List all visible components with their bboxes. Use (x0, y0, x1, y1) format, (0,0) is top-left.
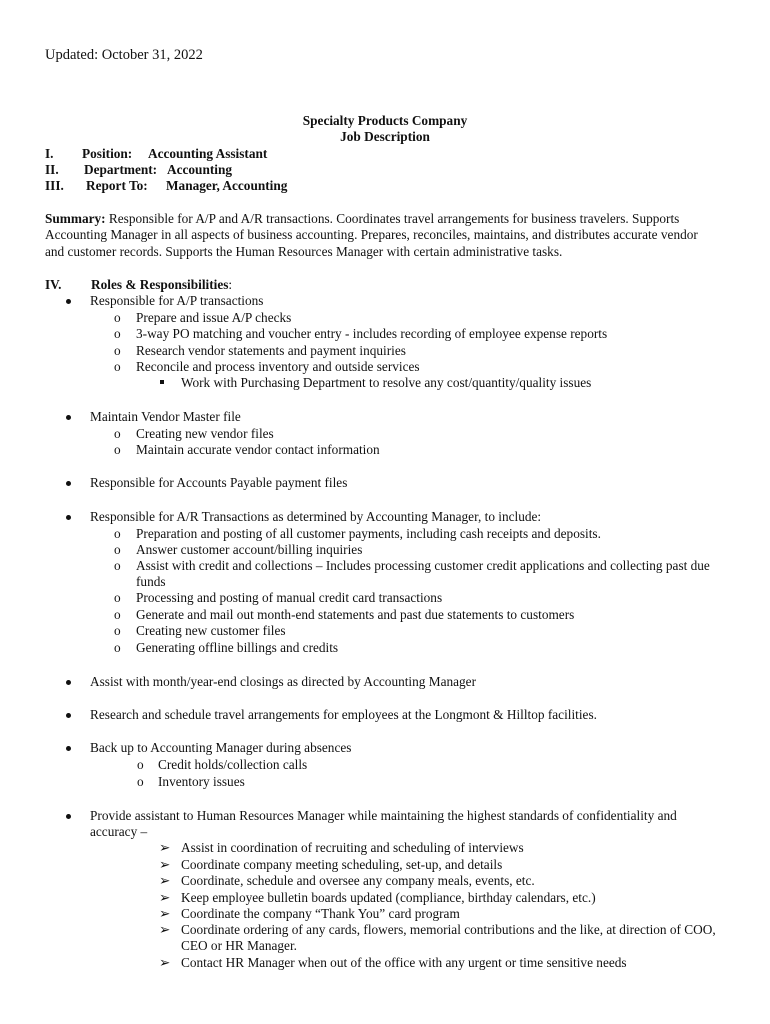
list-item: Assist with month/year-end closings as directed by Accounting Manager (90, 674, 476, 689)
header-item-value: Accounting Assistant (148, 146, 268, 161)
header-item-label: Position: (82, 146, 133, 161)
sub-marker: o (137, 774, 144, 789)
sub-item: Generating offline billings and credits (136, 640, 339, 655)
arrow-bullet-icon: ➢ (159, 890, 171, 905)
sub-marker: o (114, 607, 121, 622)
bullet-dot-icon (66, 415, 71, 420)
sub-marker: o (114, 526, 121, 541)
sub-marker: o (114, 590, 121, 605)
bullet-dot-icon (66, 680, 71, 685)
summary-label: Summary: (45, 211, 106, 226)
section-colon: : (228, 277, 233, 292)
sub-item: Processing and posting of manual credit card transactions (136, 590, 443, 605)
sub-item: Research vendor statements and payment inquiries (136, 343, 406, 358)
sub-marker: o (114, 542, 121, 557)
arrow-bullet-icon: ➢ (159, 922, 171, 937)
sub-item: Maintain accurate vendor contact information (136, 442, 380, 457)
sub-item: 3-way PO matching and voucher entry - includes recording of employee expense reports (136, 326, 608, 341)
sub-marker: o (137, 757, 144, 772)
bullet-dot-icon (66, 299, 71, 304)
sub-marker: o (114, 426, 121, 441)
sub-marker: o (114, 623, 121, 638)
arrow-item: Coordinate, schedule and oversee any company meals, events, etc. (181, 873, 535, 888)
header-item-value: Accounting (167, 162, 233, 177)
summary (45, 211, 720, 260)
bullet-dot-icon (66, 515, 71, 520)
bullet-dot-icon (66, 814, 71, 819)
header-item-num: III. (45, 178, 64, 193)
sub-item: Assist with credit and collections – Includes processing customer credit applications and collecting past due funds (136, 558, 710, 590)
arrow-item: Coordinate the company “Thank You” card program (181, 906, 460, 921)
updated-date: Updated: October 31, 2022 (45, 47, 203, 63)
sub-marker: o (114, 640, 121, 655)
list-item: Back up to Accounting Manager during absences (90, 740, 352, 755)
sub-item: Inventory issues (158, 774, 245, 789)
arrow-item: Coordinate ordering of any cards, flowers, memorial contributions and the like, at direction of COO, CEO or HR Manager. (181, 922, 716, 954)
section-title: Roles & Responsibilities (91, 277, 229, 292)
company-name: Specialty Products Company (302, 113, 468, 128)
bullet-dot-icon (66, 481, 71, 486)
list-item: Responsible for Accounts Payable payment files (90, 475, 348, 490)
sub-marker: o (114, 359, 121, 374)
sub-item: Creating new vendor files (136, 426, 274, 441)
list-item: Maintain Vendor Master file (90, 409, 241, 424)
arrow-bullet-icon: ➢ (159, 840, 171, 855)
list-item: Provide assistant to Human Resources Manager while maintaining the highest standards of confidentiality and accuracy – (90, 808, 677, 840)
sub-marker: o (114, 310, 121, 325)
arrow-bullet-icon: ➢ (159, 955, 171, 970)
arrow-bullet-icon: ➢ (159, 873, 171, 888)
square-bullet-icon (160, 380, 164, 384)
sub-marker: o (114, 442, 121, 457)
header-item-num: I. (45, 146, 54, 161)
sub-sub-item: Work with Purchasing Department to resolve any cost/quantity/quality issues (181, 375, 592, 390)
sub-item: Credit holds/collection calls (158, 757, 308, 772)
list-item: Research and schedule travel arrangements for employees at the Longmont & Hilltop facilities. (90, 707, 597, 722)
arrow-item: Assist in coordination of recruiting and scheduling of interviews (181, 840, 524, 855)
section-num: IV. (45, 277, 62, 292)
sub-item: Generate and mail out month-end statements and past due statements to customers (136, 607, 575, 622)
summary-text: Responsible for A/P and A/R transactions. Coordinates travel arrangements for business travelers. Supports Accounting Manager in all aspects of business accounting. Prepares, reconciles, maintains, and distributes accurate vendor and customer records. Supports the Human Resources Manager with certain administrative tasks. (45, 211, 698, 259)
bullet-dot-icon (66, 746, 71, 751)
sub-item: Prepare and issue A/P checks (136, 310, 292, 325)
arrow-item: Keep employee bulletin boards updated (compliance, birthday calendars, etc.) (181, 890, 596, 905)
sub-item: Reconcile and process inventory and outside services (136, 359, 420, 374)
arrow-bullet-icon: ➢ (159, 857, 171, 872)
header-item-num: II. (45, 162, 59, 177)
sub-marker: o (114, 326, 121, 341)
list-item: Responsible for A/R Transactions as determined by Accounting Manager, to include: (90, 509, 542, 524)
arrow-bullet-icon: ➢ (159, 906, 171, 921)
sub-marker: o (114, 558, 121, 573)
header-item-value: Manager, Accounting (166, 178, 288, 193)
sub-item: Answer customer account/billing inquiries (136, 542, 363, 557)
arrow-item: Contact HR Manager when out of the office with any urgent or time sensitive needs (181, 955, 627, 970)
bullet-dot-icon (66, 713, 71, 718)
sub-item: Preparation and posting of all customer payments, including cash receipts and deposits. (136, 526, 601, 541)
sub-item: Creating new customer files (136, 623, 286, 638)
section-heading (91, 277, 232, 293)
doc-title: Job Description (340, 129, 430, 144)
arrow-item: Coordinate company meeting scheduling, set-up, and details (181, 857, 503, 872)
header-item-label: Department: (84, 162, 158, 177)
header-item-label: Report To: (86, 178, 148, 193)
list-item: Responsible for A/P transactions (90, 293, 264, 308)
sub-marker: o (114, 343, 121, 358)
